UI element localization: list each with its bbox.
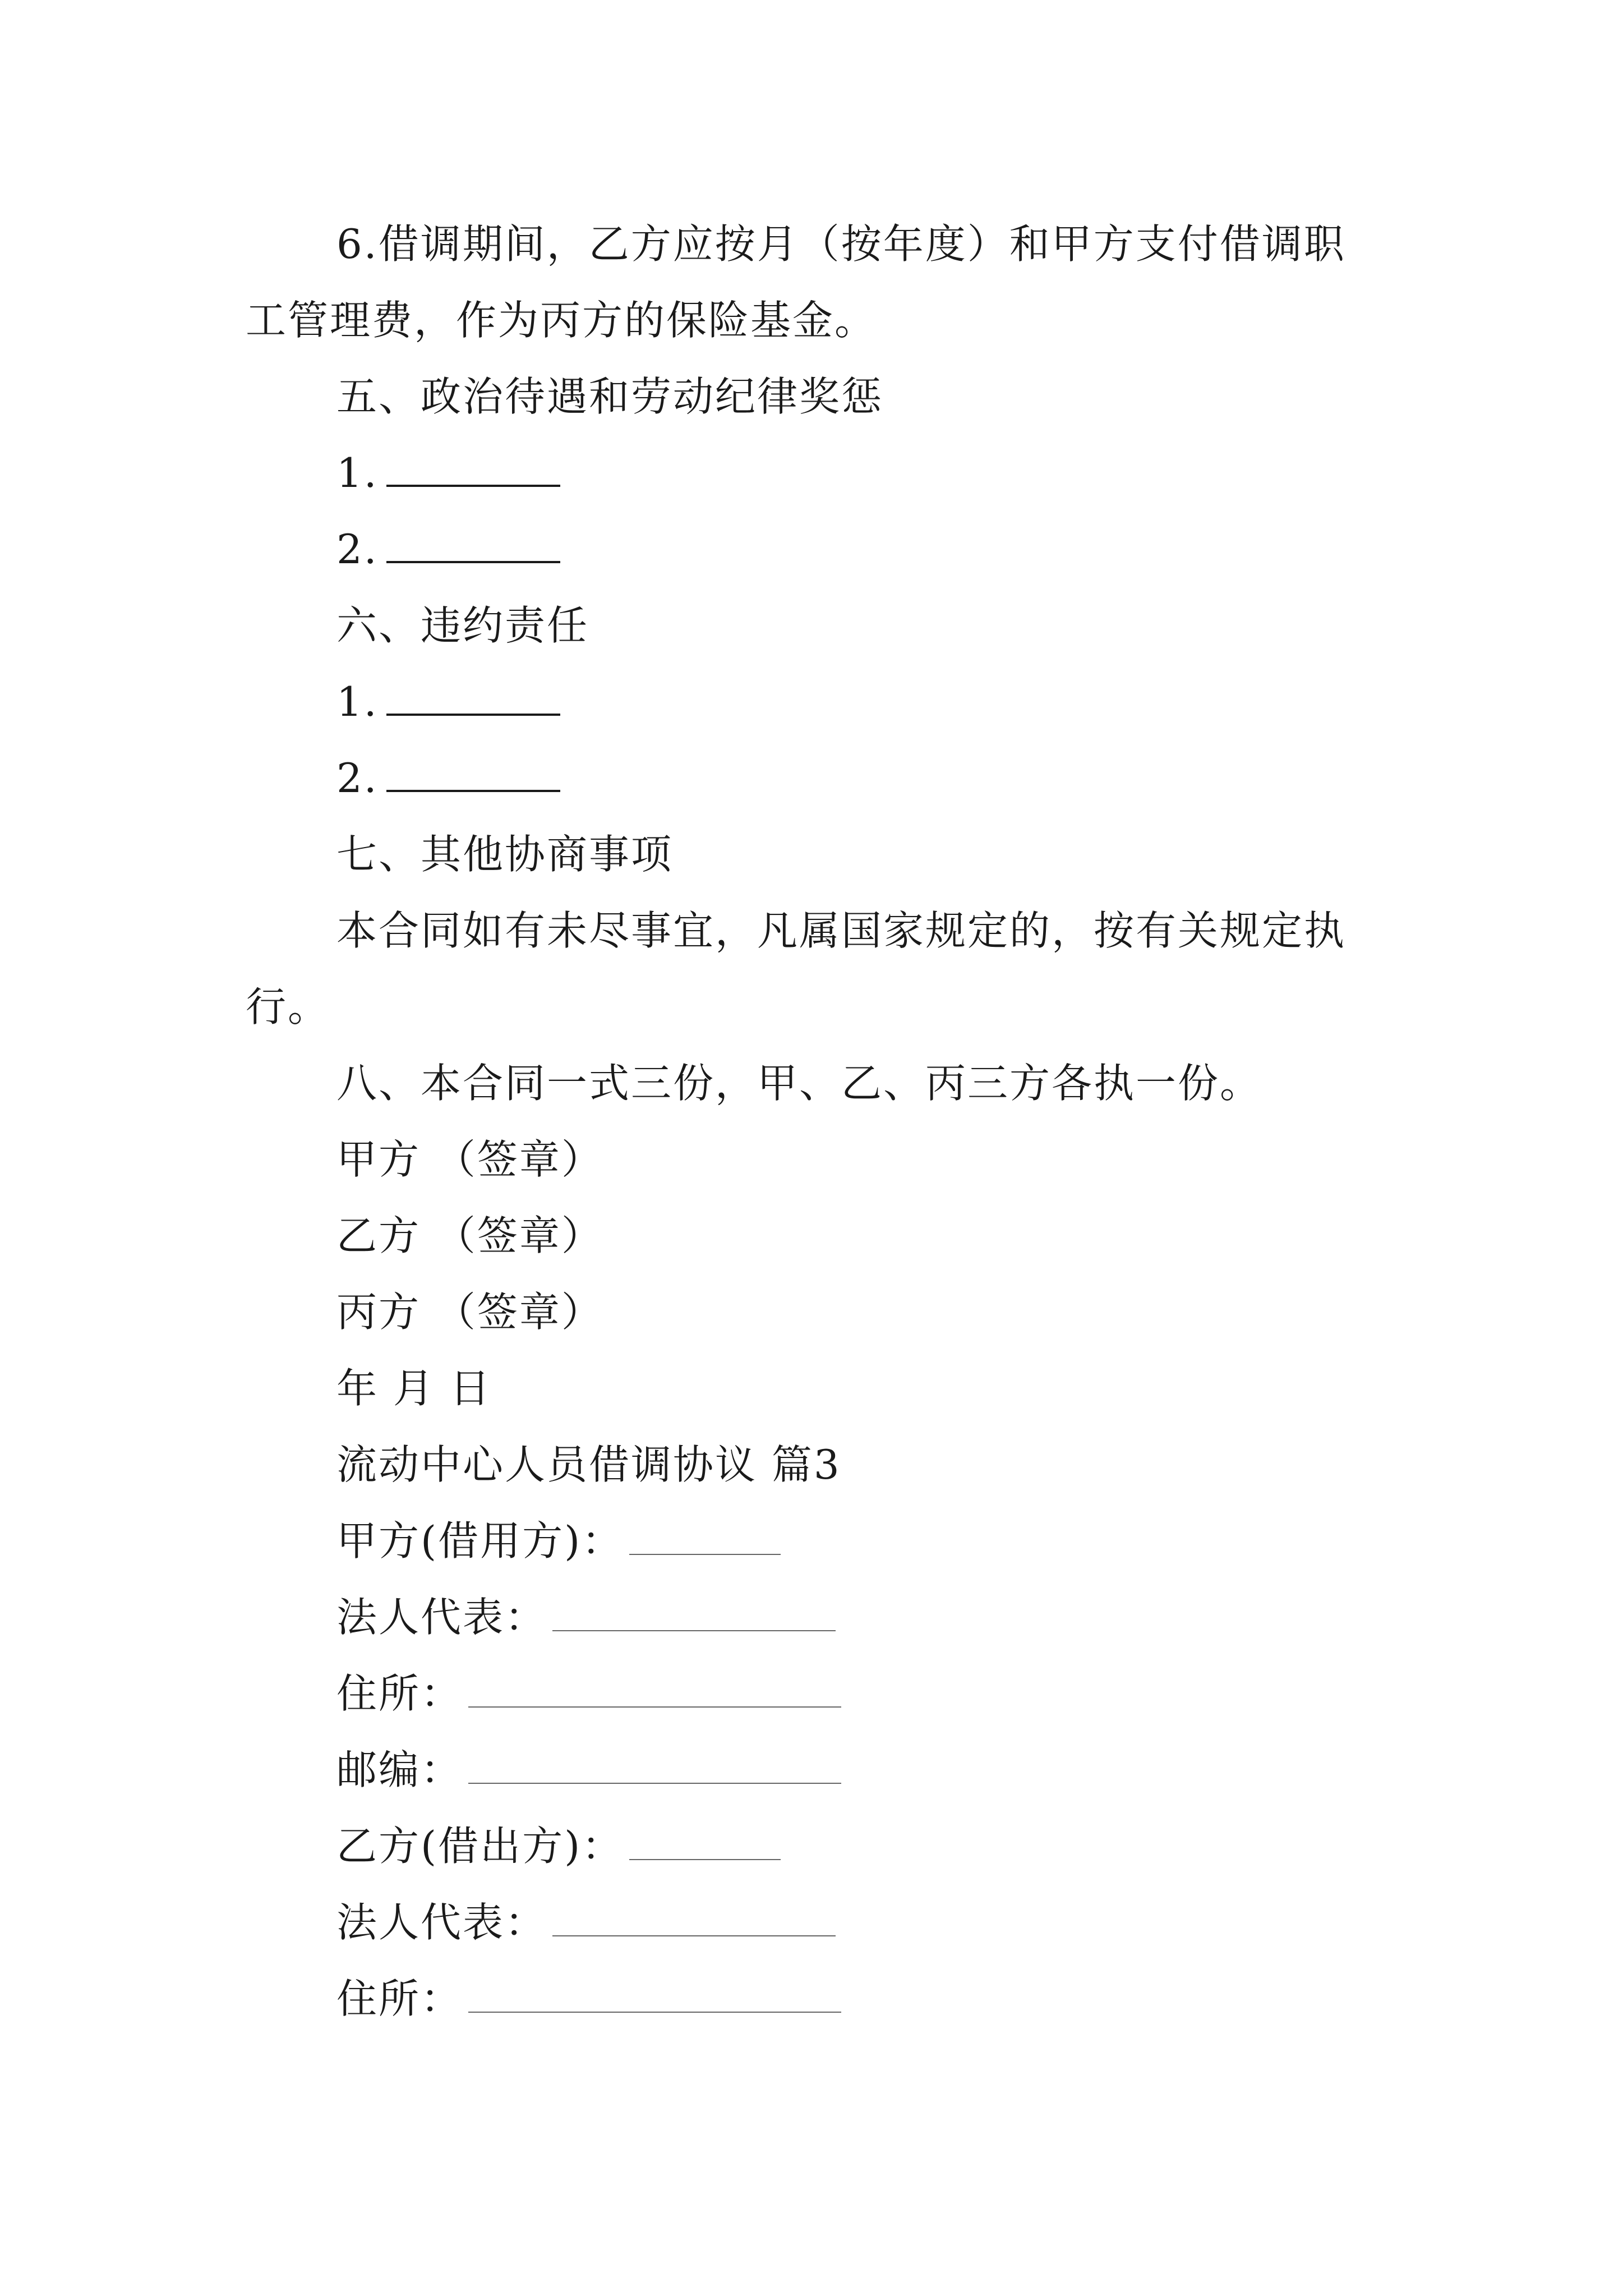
- fill-in-blank: [552, 1591, 836, 1631]
- party-c-signature: [336, 1284, 603, 1340]
- field-label: 乙方(借出方)：: [336, 1823, 624, 1870]
- field-label: 住所：: [336, 1670, 463, 1717]
- section-heading: 七、其他协商事项: [336, 831, 674, 878]
- borrower-address-field: [336, 1665, 841, 1722]
- field-label: 法人代表：: [336, 1594, 547, 1641]
- clause-6-line-2: [246, 292, 877, 348]
- lender-address-field: [336, 1971, 841, 2027]
- clause-text: 6.借调期间，乙方应按月（按年度）和甲方支付借调职: [336, 220, 1346, 268]
- signature-label: 丙方 （签章）: [336, 1289, 603, 1336]
- fill-in-blank: [386, 522, 560, 563]
- paragraph-text: 行。: [246, 983, 330, 1030]
- section-7-heading: [336, 826, 673, 882]
- fill-in-blank: [552, 1896, 836, 1936]
- fill-in-blank: [629, 1820, 781, 1860]
- item-number: 2.: [336, 526, 379, 573]
- section-heading: 五、政治待遇和劳动纪律奖惩: [336, 373, 884, 420]
- section-6-heading: [336, 597, 589, 654]
- fill-in-blank: [468, 1743, 841, 1784]
- item-number: 1.: [336, 449, 379, 496]
- clause-6-line-1: [336, 216, 1346, 272]
- clause-text: 工管理费，作为丙方的保险基金。: [246, 297, 877, 344]
- section-5-item-1: [336, 445, 560, 501]
- title-text: 流动中心人员借调协议 篇3: [336, 1441, 841, 1488]
- fill-in-blank: [386, 751, 560, 792]
- fill-in-blank: [386, 674, 560, 716]
- field-label: 邮编：: [336, 1746, 463, 1793]
- party-b-signature: [336, 1208, 603, 1264]
- paragraph-text: 本合同如有未尽事宜，凡属国家规定的，按有关规定执: [336, 907, 1347, 954]
- fill-in-blank: [386, 445, 560, 487]
- item-number: 2.: [336, 754, 379, 802]
- borrower-postcode-field: [336, 1742, 841, 1798]
- section-6-item-2: [336, 750, 560, 806]
- fill-in-blank: [468, 1972, 841, 2013]
- agreement-title: [336, 1437, 841, 1493]
- section-heading: 六、违约责任: [336, 602, 589, 649]
- signature-label: 甲方 （签章）: [336, 1136, 603, 1183]
- borrower-legal-rep-field: [336, 1589, 836, 1645]
- section-6-item-1: [336, 674, 560, 730]
- field-label: 住所：: [336, 1975, 463, 2022]
- date-line: [336, 1360, 492, 1416]
- signature-label: 乙方 （签章）: [336, 1212, 603, 1259]
- field-label: 甲方(借用方)：: [336, 1517, 624, 1565]
- fill-in-blank: [468, 1667, 841, 1708]
- fill-in-blank: [629, 1515, 781, 1555]
- date-label: 年 月 日: [336, 1365, 492, 1412]
- section-5-item-2: [336, 521, 560, 577]
- section-7-paragraph-line-1: [336, 903, 1346, 959]
- section-heading: 八、本合同一式三份，甲、乙、丙三方各执一份。: [336, 1060, 1262, 1107]
- borrower-field: [336, 1513, 781, 1569]
- lender-field: [336, 1818, 781, 1874]
- section-5-heading: [336, 369, 883, 425]
- item-number: 1.: [336, 678, 379, 725]
- section-8-heading: [336, 1055, 1262, 1111]
- field-label: 法人代表：: [336, 1899, 547, 1946]
- party-a-signature: [336, 1131, 603, 1188]
- lender-legal-rep-field: [336, 1894, 836, 1950]
- section-7-paragraph-line-2: [246, 979, 330, 1035]
